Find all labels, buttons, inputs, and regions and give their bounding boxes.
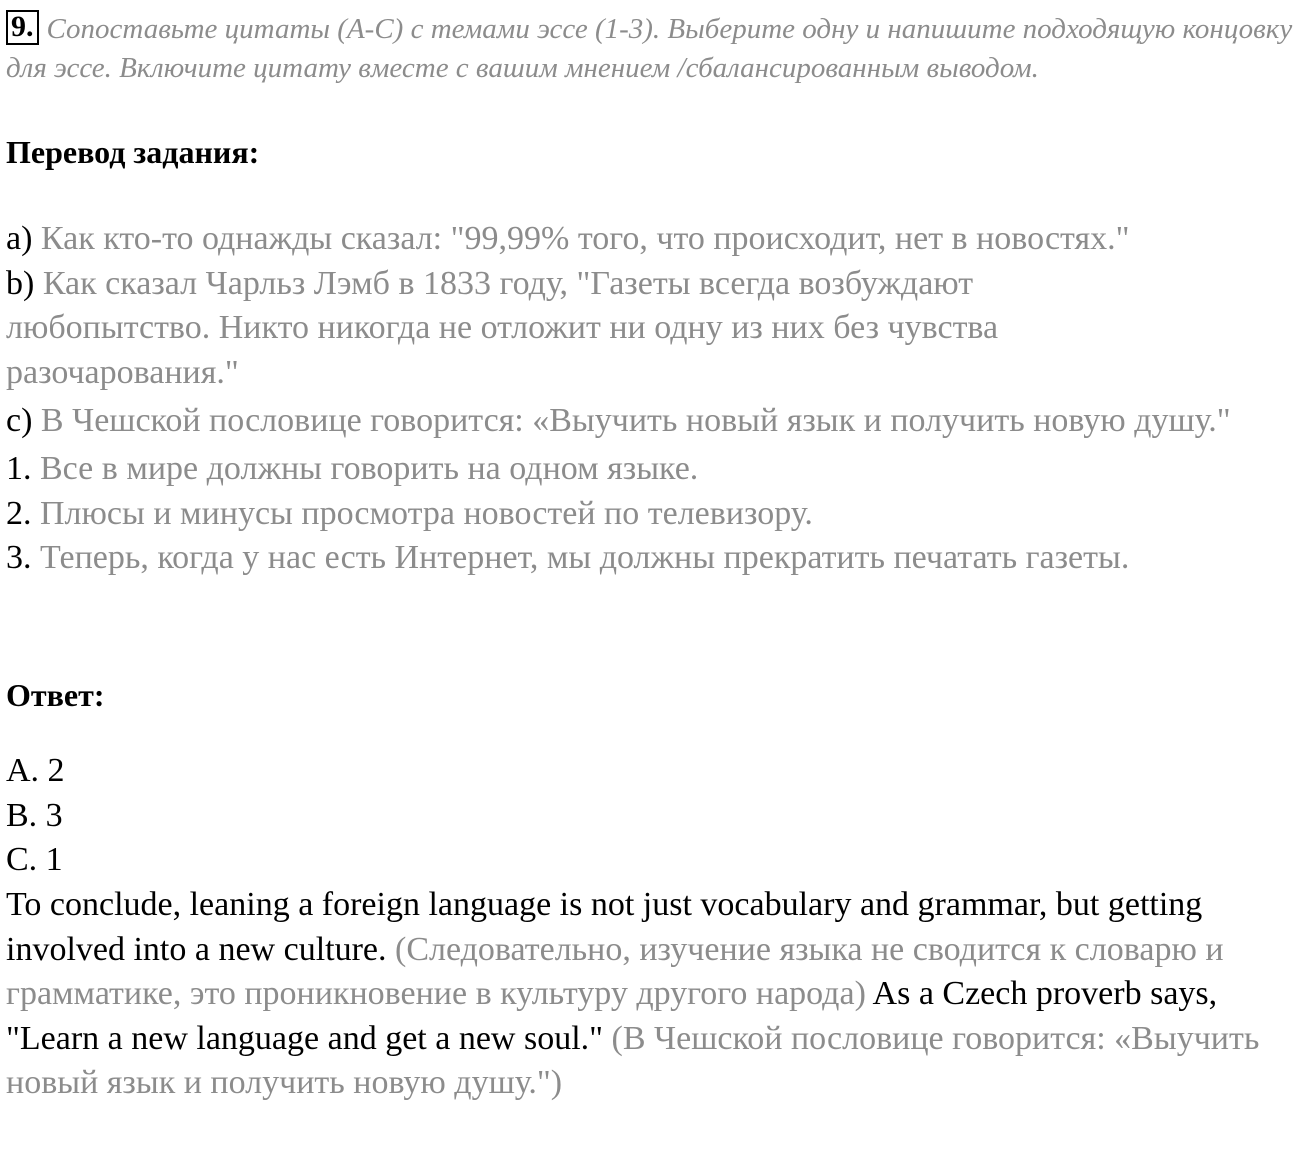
quote-text: Как сказал Чарльз Лэмб в 1833 году, "Газеты всегда возбуждают любопытство. Никто никогда не отложит ни одну из них без чувства разочарования." [6,264,999,391]
quote-marker: b) [6,264,35,302]
task-header [6,10,1296,88]
topic-1 [6,447,1301,492]
topic-2 [6,492,1301,537]
topic-marker: 3. [6,539,32,576]
quote-marker: c) [6,402,33,439]
quote-marker: a) [6,220,33,257]
task-number-badge: 9. [6,10,39,45]
ending-russian-2: (В Чешской пословице говорится: «Выучить новый язык и получить новую душу.") [6,1019,1260,1101]
topic-3 [6,536,1301,581]
topic-marker: 1. [6,450,32,487]
answer-heading: Ответ: [6,677,105,713]
ending-russian-1: (Следовательно, изучение языка не сводится к словарю и грамматике, это проникновение в культуру другого народа) [6,930,1224,1012]
topic-text: Плюсы и минусы просмотра новостей по телевизору. [40,494,813,532]
translation-heading: Перевод задания: [6,134,260,170]
topic-marker: 2. [6,494,32,532]
match-b: B. 3 [6,796,63,834]
quote-b [6,262,1156,396]
topic-text: Теперь, когда у нас есть Интернет, мы должны прекратить печатать газеты. [40,539,1130,576]
quote-c [6,395,1301,447]
match-a: A. 2 [6,752,65,789]
topic-text: Все в мире должны говорить на одном языке. [40,450,699,487]
match-c: C. 1 [6,841,63,878]
ending-english-1: To conclude, leaning a foreign language is not just vocabulary and grammar, but getting involved into a new culture. [6,886,1203,968]
quote-text: В Чешской пословице говорится: «Выучить новый язык и получить новую душу." [40,402,1231,439]
ending-english-2: As a Czech proverb says, "Learn a new language and get a new soul." [6,975,1218,1057]
essay-ending [6,883,1276,1106]
answer-matches [6,749,1301,883]
translation-list [6,217,1301,581]
task-instruction: Сопоставьте цитаты (A-C) с темами эссе (1-3). Выберите одну и напишите подходящую концовку для эссе. Включите цитату вместе с вашим мнением /сбалансированным выводом. [6,13,1293,84]
quote-a [6,217,1301,262]
quote-text: Как кто-то однажды сказал: "99,99% того, что происходит, нет в новостях." [40,220,1130,257]
